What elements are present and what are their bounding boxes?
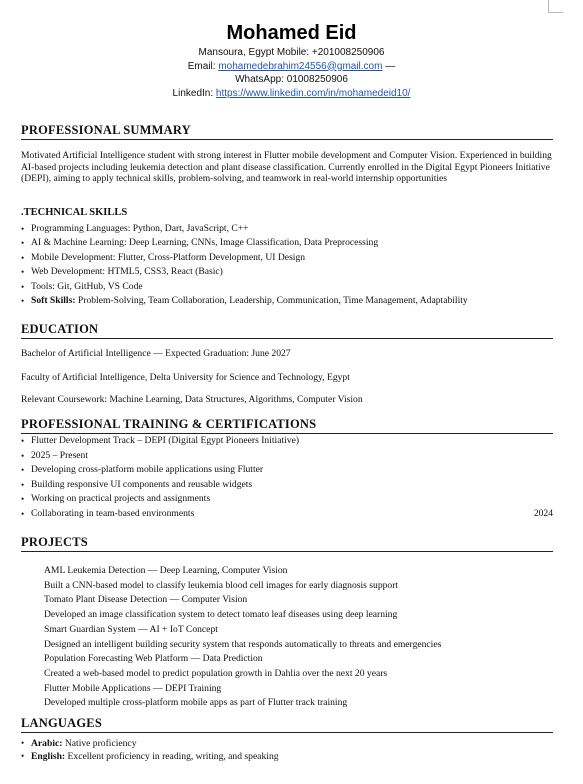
linkedin-label: LinkedIn: <box>172 87 216 99</box>
project-description: Designed an intelligent building security system that responds automatically to threats and emergencies <box>44 638 442 650</box>
training-list <box>21 434 553 522</box>
english-text: Excellent proficiency in reading, writing, and speaking <box>65 751 279 762</box>
list-item <box>21 507 553 522</box>
training-year: 2024 <box>533 507 553 519</box>
projects-list <box>44 564 544 711</box>
english-label: English: <box>31 751 66 762</box>
project-title: Flutter Mobile Applications — DEPI Training <box>44 682 222 694</box>
technical-skills-list <box>21 222 553 308</box>
project-title: Tomato Plant Disease Detection — Computer Vision <box>44 594 248 606</box>
linkedin-link[interactable]: https://www.linkedin.com/in/mohamedeid10/ <box>215 87 411 99</box>
list-item: • Developing cross-platform mobile applications using Flutter <box>21 463 553 478</box>
email-label: Email: <box>187 60 219 72</box>
project-title: AML Leukemia Detection — Deep Learning, Computer Vision <box>44 565 288 576</box>
training-heading: PROFESSIONAL TRAINING & CERTIFICATIONS <box>21 417 553 434</box>
project-description: Created a web-based model to predict population growth in Dahlia over the next 20 years <box>44 667 388 679</box>
project-description: Built a CNN-based model to classify leukemia blood cell images for early diagnosis support <box>44 579 399 591</box>
projects-heading: PROJECTS <box>21 535 553 552</box>
summary-heading: PROFESSIONAL SUMMARY <box>21 123 553 140</box>
email-link[interactable]: mohamedebrahim24556@gmail.com <box>218 60 383 72</box>
candidate-name: Mohamed Eid <box>226 22 357 44</box>
project-title: Population Forecasting Web Platform — Data Prediction <box>44 653 263 665</box>
education-coursework: Relevant Coursework: Machine Learning, Data Structures, Algorithms, Computer Vision <box>21 394 363 405</box>
education-degree: Bachelor of Artificial Intelligence — Expected Graduation: June 2027 <box>21 348 291 359</box>
email-line <box>0 60 583 74</box>
languages-heading: LANGUAGES <box>21 716 553 733</box>
education-faculty: Faculty of Artificial Intelligence, Delta University for Science and Technology, Egypt <box>21 372 350 383</box>
list-item: • Mobile Development: Flutter, Cross-Platform Development, UI Design <box>21 251 553 265</box>
project-description: Developed multiple cross-platform mobile apps as part of Flutter track training <box>44 697 348 709</box>
resume-header <box>0 18 583 100</box>
list-item: • AI & Machine Learning: Deep Learning, CNNs, Image Classification, Data Preprocessing <box>21 236 553 250</box>
list-item <box>21 750 553 763</box>
arabic-text: Native proficiency <box>62 738 137 749</box>
training-item-text: Collaborating in team-based environments <box>31 507 195 519</box>
list-item: • Working on practical projects and assignments <box>21 492 553 507</box>
whatsapp-line: WhatsApp: 01008250906 <box>235 74 348 85</box>
list-item <box>21 737 553 750</box>
soft-skills-text: Problem-Solving, Team Collaboration, Leadership, Communication, Time Management, Adaptability <box>75 295 468 307</box>
project-description: Developed an image classification system to detect tomato leaf diseases using deep learning <box>44 609 398 621</box>
linkedin-line <box>0 87 583 101</box>
list-item: • Tools: Git, GitHub, VS Code <box>21 280 553 294</box>
list-item: • Building responsive UI components and reusable widgets <box>21 478 553 493</box>
languages-list <box>21 737 553 763</box>
list-item: • Flutter Development Track – DEPI (Digital Egypt Pioneers Initiative) <box>21 434 553 449</box>
location-mobile-line: Mansoura, Egypt Mobile: +201008250906 <box>198 47 385 58</box>
summary-text: Motivated Artificial Intelligence student with strong interest in Flutter mobile development and Computer Vision. Experienced in building AI-based projects including leukemia detection and plant disease classification. Currently enrolled in the Digital Egypt Pioneers Initiative (DEPI), aiming to apply technical skills, problem-solving, and teamwork in real-world internship opportunities <box>21 150 552 184</box>
list-item <box>21 294 553 308</box>
list-item: • Programming Languages: Python, Dart, JavaScript, C++ <box>21 222 553 236</box>
list-item: • 2025 – Present <box>21 449 553 464</box>
technical-skills-heading: .TECHNICAL SKILLS <box>21 207 128 218</box>
page-corner-mark <box>548 0 563 13</box>
soft-skills-label: Soft Skills: <box>31 295 76 307</box>
arabic-label: Arabic: <box>31 738 63 749</box>
project-title: Smart Guardian System — AI + IoT Concept <box>44 623 218 635</box>
education-heading: EDUCATION <box>21 322 553 339</box>
email-suffix: — <box>382 60 396 72</box>
list-item: • Web Development: HTML5, CSS3, React (Basic) <box>21 265 553 279</box>
